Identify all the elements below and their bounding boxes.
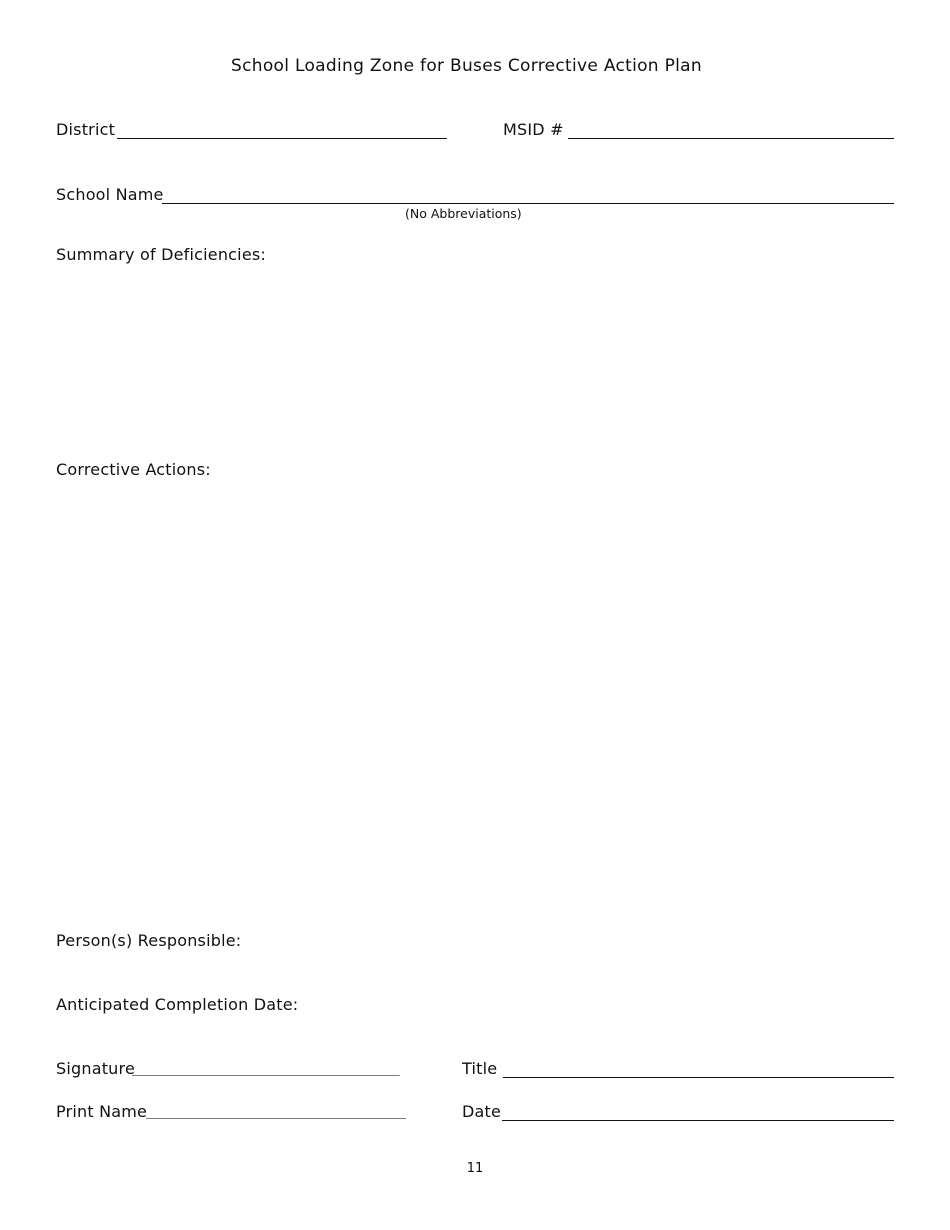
summary-of-deficiencies-area[interactable]: [56, 272, 894, 442]
school-name-note: (No Abbreviations): [405, 206, 522, 221]
summary-of-deficiencies-label: Summary of Deficiencies:: [56, 245, 266, 264]
persons-responsible-label: Person(s) Responsible:: [56, 931, 242, 950]
signature-label: Signature: [56, 1059, 135, 1078]
anticipated-completion-date-label: Anticipated Completion Date:: [56, 995, 299, 1014]
page-number: 11: [466, 1161, 484, 1176]
date-field[interactable]: [502, 1120, 894, 1121]
msid-field[interactable]: [568, 138, 894, 139]
msid-label: MSID #: [503, 120, 564, 139]
corrective-actions-label: Corrective Actions:: [56, 460, 211, 479]
title-field[interactable]: [503, 1077, 894, 1078]
print-name-field[interactable]: __________________________________: [146, 1103, 406, 1119]
district-label: District: [56, 120, 116, 139]
print-name-label: Print Name: [56, 1102, 148, 1121]
school-name-field[interactable]: [162, 203, 894, 204]
signature-field[interactable]: ___________________________________: [132, 1060, 400, 1076]
corrective-actions-area[interactable]: [56, 487, 894, 917]
date-label: Date: [462, 1102, 502, 1121]
document-title: School Loading Zone for Buses Corrective Action Plan: [231, 56, 702, 76]
district-field[interactable]: [117, 138, 447, 139]
school-name-label: School Name: [56, 185, 164, 204]
title-label: Title: [462, 1059, 498, 1078]
